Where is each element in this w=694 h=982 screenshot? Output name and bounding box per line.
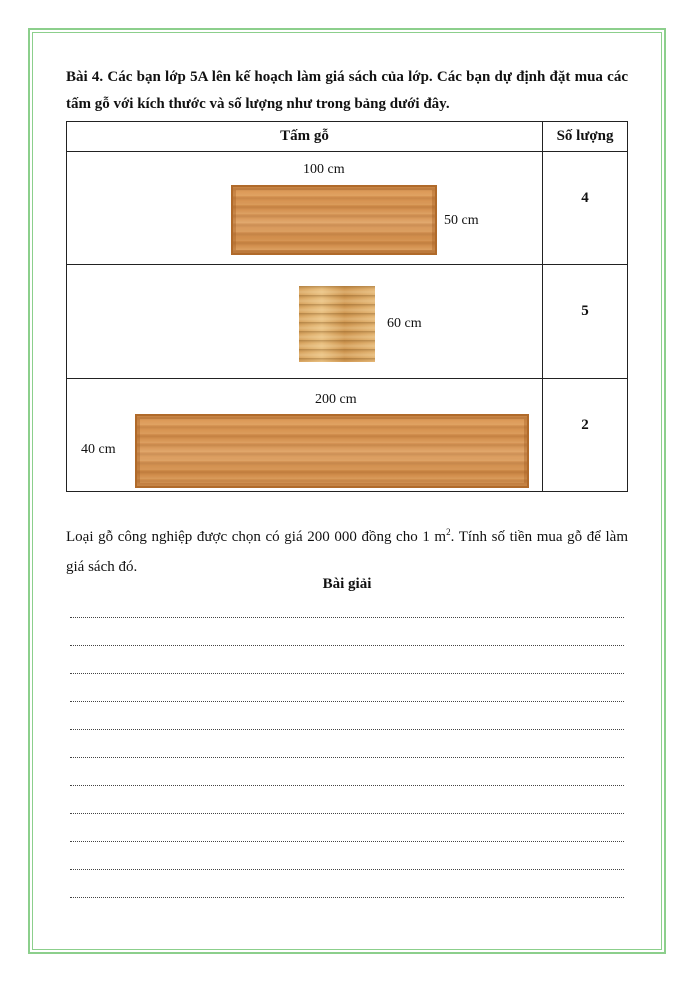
question-part-1: Loại gỗ công nghiệp được chọn có giá 200 000 đồng cho 1 m bbox=[66, 529, 447, 545]
board-cell bbox=[67, 152, 543, 265]
header-board: Tấm gỗ bbox=[67, 122, 543, 152]
exercise-intro bbox=[66, 64, 628, 118]
board-3-width-label: 40 cm bbox=[81, 442, 116, 457]
board-2-quantity: 5 bbox=[581, 303, 589, 319]
answer-line bbox=[70, 618, 624, 646]
quantity-cell bbox=[543, 379, 628, 492]
answer-line bbox=[70, 702, 624, 730]
table-header-row bbox=[67, 122, 628, 152]
board-1-quantity: 4 bbox=[581, 189, 589, 206]
board-1-width-label: 50 cm bbox=[444, 213, 479, 228]
table-row bbox=[67, 152, 628, 265]
quantity-cell bbox=[543, 152, 628, 265]
question-text bbox=[66, 517, 628, 582]
exercise-label: Bài 4. bbox=[66, 69, 104, 85]
table-row bbox=[67, 265, 628, 379]
boards-table bbox=[66, 121, 628, 492]
answer-line bbox=[70, 842, 624, 870]
board-cell bbox=[67, 265, 543, 379]
answer-line bbox=[70, 730, 624, 758]
board-3-quantity: 2 bbox=[581, 416, 589, 433]
answer-line bbox=[70, 870, 624, 898]
board-3-image bbox=[135, 414, 529, 488]
answer-line bbox=[70, 674, 624, 702]
board-3-length-label: 200 cm bbox=[315, 392, 357, 407]
exercise-text: Các bạn lớp 5A lên kế hoạch làm giá sách của lớp. Các bạn dự định đặt mua các tấm gỗ với kích thước và số lượng như trong bảng dưới đây. bbox=[66, 69, 628, 112]
answer-line bbox=[70, 758, 624, 786]
quantity-cell bbox=[543, 265, 628, 379]
solution-title: Bài giải bbox=[322, 576, 372, 592]
board-2-image bbox=[299, 286, 375, 362]
answer-line bbox=[70, 814, 624, 842]
board-2-side-label: 60 cm bbox=[387, 316, 422, 331]
board-cell bbox=[67, 379, 543, 492]
answer-line bbox=[70, 786, 624, 814]
answer-lines bbox=[70, 617, 624, 898]
board-1-length-label: 100 cm bbox=[303, 162, 345, 177]
table-row bbox=[67, 379, 628, 492]
answer-line bbox=[70, 646, 624, 674]
header-quantity: Số lượng bbox=[543, 122, 628, 152]
square-meter-exponent: 2 bbox=[446, 527, 451, 537]
board-1-image bbox=[231, 185, 437, 255]
question-part-2: . Tính số tiền mua gỗ để làm giá sách đó. bbox=[66, 529, 629, 575]
